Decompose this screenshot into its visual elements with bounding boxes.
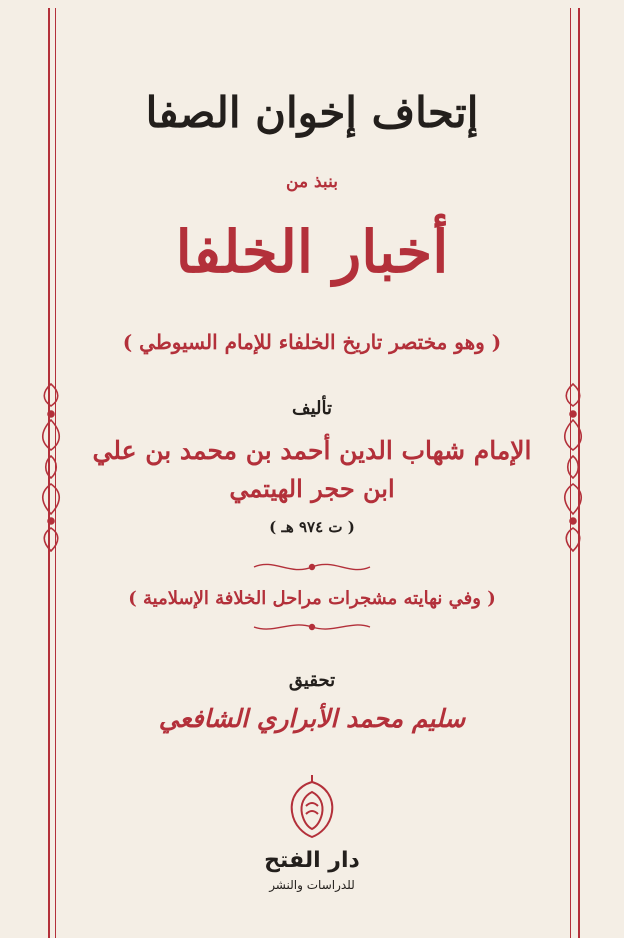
title-connector: بنبذ من <box>286 172 338 192</box>
author-label: تأليف <box>291 398 333 419</box>
author-line-2: ابن حجر الهيتمي <box>229 474 395 503</box>
author-line-1: الإمام شهاب الدين أحمد بن محمد بن علي <box>92 436 532 465</box>
editor-label: تحقيق <box>288 670 336 691</box>
publisher-tagline: للدراسات والنشر <box>269 878 355 892</box>
subtitle: ( وهو مختصر تاريخ الخلفاء للإمام السيوطي ) <box>122 330 502 354</box>
appendix-note: ( وفي نهايته مشجرات مراحل الخلافة الإسلامية ) <box>128 588 496 609</box>
ornamental-divider-top <box>250 556 374 578</box>
ornamental-divider-bottom <box>250 618 374 636</box>
title-line-1: إتحاف إخوان الصفا <box>145 88 479 137</box>
author-death-date: ( ت ٩٧٤ هـ ) <box>269 518 355 536</box>
title-line-2: أخبار الخلفا <box>175 218 449 286</box>
publisher-logo-icon <box>284 772 340 840</box>
editor-name: سليم محمد الأبراري الشافعي <box>158 704 466 733</box>
publisher-name: دار الفتح <box>264 848 360 873</box>
